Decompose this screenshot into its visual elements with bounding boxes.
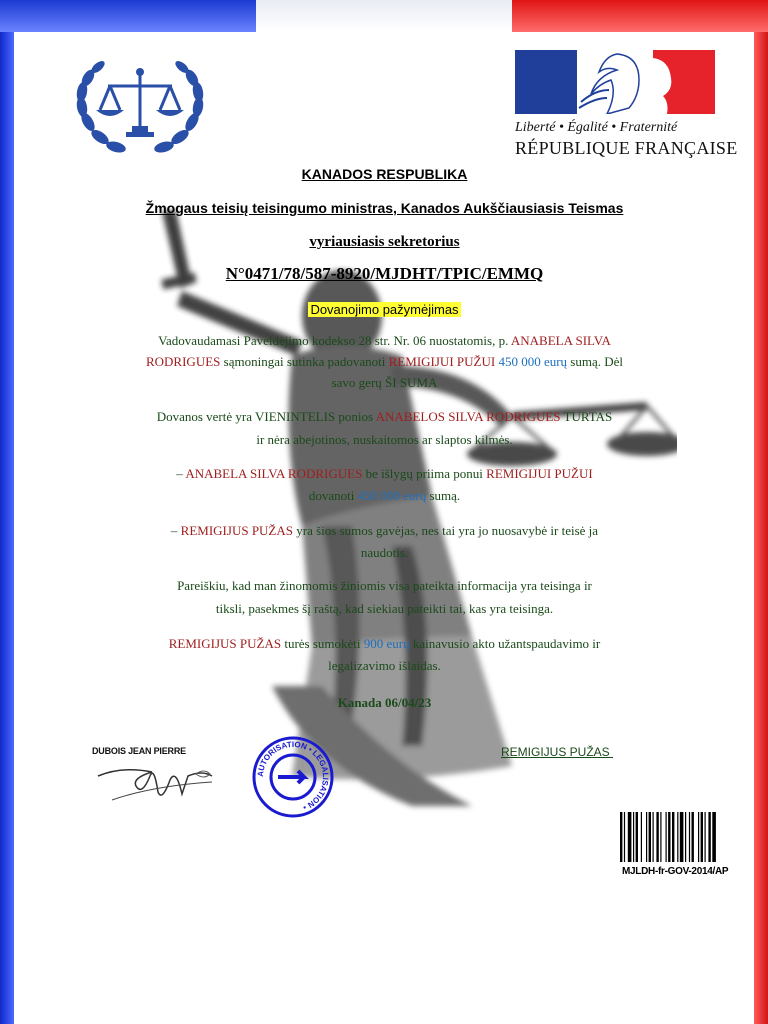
paragraph-4-line-2: naudotis. — [360, 545, 409, 560]
paragraph-1-line-2: RODRIGUES sąmoningai sutinka padovanoti REMIGIJUI PUŽUI 450 000 eurų sumą. Dėl — [145, 354, 624, 369]
header-ministry: Žmogaus teisių teisingumo ministras, Kanados Aukščiausiasis Teismas — [145, 200, 624, 216]
svg-text:AUTORISATION • LEGALISATION •: AUTORISATION • LEGALISATION • — [255, 739, 331, 813]
flag-banner — [0, 0, 768, 32]
left-signatory-name: DUBOIS JEAN PIERRE — [92, 746, 186, 756]
paragraph-2-line-1: Dovanos vertė yra VIENINTELIS ponios ANABELOS SILVA RODRIGUES TURTAS — [156, 409, 613, 424]
paragraph-4-line-1: – REMIGIJUS PUŽAS yra šios sumos gavėjas, nes tai yra jo nuosavybė ir teisė ja — [170, 523, 599, 538]
header-republic: KANADOS RESPUBLIKA — [301, 166, 468, 182]
scales-of-justice-logo-icon — [70, 52, 210, 162]
flag-blue-band — [0, 0, 256, 32]
paragraph-1-line-1: Vadovaudamasi Paveldėjimo kodekso 28 str. Nr. 06 nuostatomis, p. ANABELA SILVA — [158, 333, 611, 348]
right-signatory-name: REMIGIJUS PUŽAS — [501, 745, 614, 759]
paragraph-5-line-2: tiksli, pasekmes šį raštą, kad siekiau pateikti tai, kas yra teisinga. — [215, 601, 554, 616]
red-edge — [754, 32, 768, 1024]
paragraph-3-line-1: – ANABELA SILVA RODRIGUES be išlygų priima ponui REMIGIJUI PUŽUI — [176, 466, 593, 481]
barcode-code: MJLDH-fr-GOV-2014/AP — [622, 866, 729, 877]
document-body — [92, 166, 677, 820]
certificate-title: Dovanojimo pažymėjimas — [310, 302, 459, 317]
paragraph-2-line-2: ir nėra abejotinos, nuskaitomos ar slaptos kilmės. — [256, 432, 513, 447]
handwritten-signature — [92, 756, 240, 812]
official-stamp-icon — [252, 736, 334, 818]
republique-francaise-logo — [515, 50, 738, 164]
paragraph-6-line-1: REMIGIJUS PUŽAS turės sumokėti 900 eurų kainavusio akto užantspaudavimo ir — [168, 636, 601, 651]
date-line: Kanada 06/04/23 — [337, 695, 432, 710]
paragraph-6-line-2: legalizavimo išlaidas. — [328, 658, 441, 673]
paragraph-3-line-2: dovanoti 450 000 eurų sumą. — [308, 488, 461, 503]
french-republic-name: RÉPUBLIQUE FRANÇAISE — [515, 138, 738, 158]
flag-red-band — [512, 0, 768, 32]
flag-white-band — [256, 0, 512, 32]
document-number: N°0471/78/587-8920/MJDHT/TPIC/EMMQ — [225, 264, 544, 283]
header-secretary: vyriausiasis sekretorius — [309, 234, 460, 250]
blue-edge — [0, 32, 14, 1024]
paragraph-1-line-3: savo gerų ŠI SUMA — [331, 375, 438, 390]
barcode-icon — [620, 812, 746, 862]
paragraph-5-line-1: Pareiškiu, kad man žinomomis žiniomis visa pateikta informacija yra teisinga ir — [177, 578, 592, 593]
marianne-flag-icon — [515, 50, 715, 114]
french-motto: Liberté • Égalité • Fraternité — [515, 120, 678, 135]
